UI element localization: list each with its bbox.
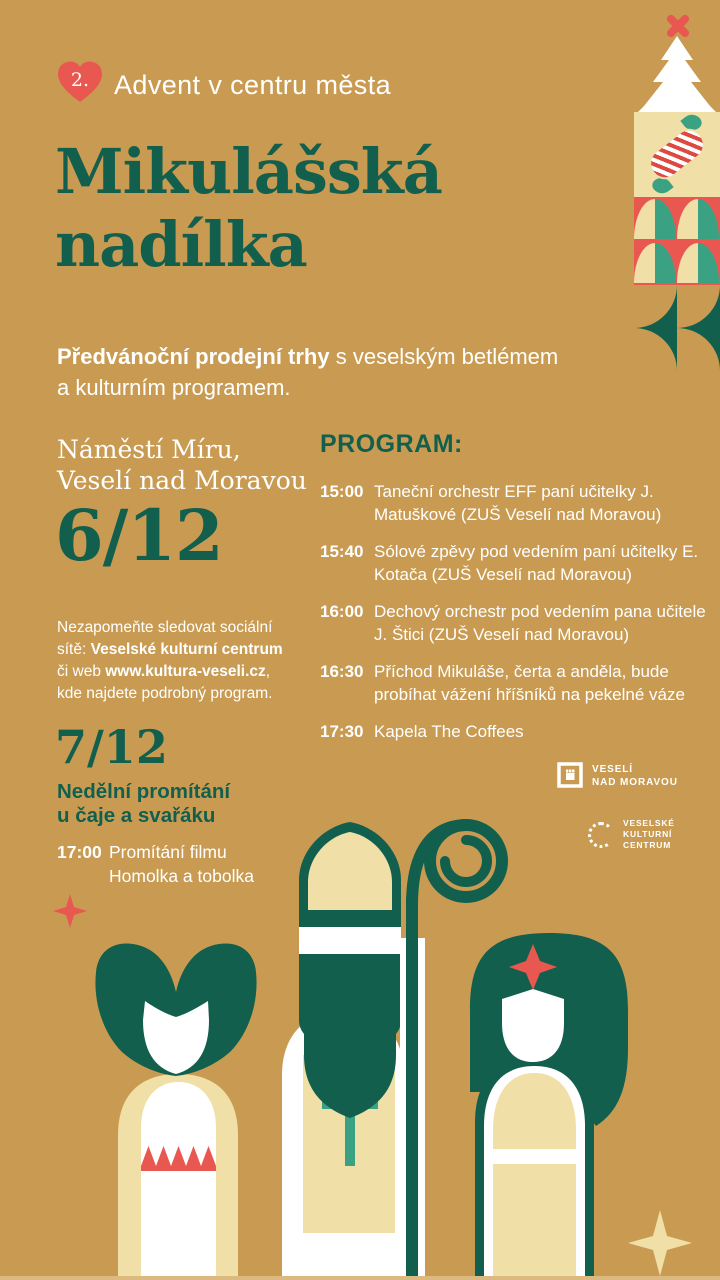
note-line-2-bold: Veselské kulturní centrum: [90, 641, 283, 658]
program-item: [320, 541, 712, 587]
program-item: [320, 601, 712, 647]
program-text: Dechový orchestr pod vedením pana učitele J. Štici (ZUŠ Veselí nad Moravou): [374, 601, 706, 644]
program-item: [320, 661, 712, 707]
leaf-cell: [634, 197, 677, 241]
quarter-cell: [677, 328, 720, 371]
vkc-line-1: VESELSKÉ: [623, 818, 675, 828]
sunday-subtitle-line-1: Nedělní promítání: [57, 780, 231, 803]
christmas-tree-icon: [638, 36, 716, 112]
sunday-text-line-2: Homolka a tobolka: [109, 865, 254, 886]
angel-face: [502, 989, 564, 1062]
website-url: www.kultura-veseli.cz: [105, 663, 266, 680]
advent-week-badge: [57, 61, 103, 103]
subtitle-rest-1: s veselským betlémem: [329, 344, 559, 369]
program-text: Taneční orchestr EFF paní učitelky J. Matuškové (ZUŠ Veselí nad Moravou): [374, 482, 662, 524]
event-date: 6/12: [55, 494, 223, 577]
angel-band: [493, 1149, 576, 1164]
note-line-4: kde najdete podrobný program.: [57, 685, 273, 702]
decor-column: [634, 0, 720, 372]
program-section: [320, 430, 712, 757]
venue-line-1: Náměstí Míru,: [57, 435, 241, 464]
program-heading: PROGRAM:: [320, 430, 463, 458]
quarter-circle-tile: [634, 285, 720, 371]
red-sparkle-icon: [53, 894, 87, 928]
title-line-1: Mikulášská: [55, 135, 442, 208]
note-line-1: Nezapomeňte sledovat sociální: [57, 619, 273, 636]
quarter-cell: [677, 285, 720, 328]
page-title: [55, 136, 442, 281]
city-logo: [557, 762, 678, 789]
sunday-subtitle-line-2: u čaje a svařáku: [57, 803, 216, 827]
sunday-date: 7/12: [55, 720, 168, 774]
badge-number: 2.: [70, 69, 90, 91]
figures-illustration: [0, 800, 720, 1280]
sunday-text-line-1: Promítání filmu: [109, 842, 227, 862]
program-time: 17:30: [320, 721, 364, 741]
venue-line-2: Veselí nad Moravou: [57, 465, 307, 495]
note-line-3-post: ,: [265, 663, 271, 680]
subtitle-bold: Předvánoční prodejní trhy: [57, 344, 330, 369]
program-time: 16:00: [320, 601, 364, 621]
vkc-line-3: CENTRUM: [623, 840, 672, 850]
program-time: 16:30: [320, 661, 364, 681]
subtitle-rest-2: a kulturním programem.: [57, 375, 291, 401]
program-time: 15:40: [320, 541, 364, 561]
city-logo-line-2: NAD MORAVOU: [592, 777, 678, 788]
subtitle: [57, 341, 597, 403]
city-logo-text: [592, 762, 678, 789]
program-text: Příchod Mikuláše, čerta a anděla, bude probíhat vážení hříšníků na pekelné váze: [374, 661, 685, 704]
mikulas-figure: [282, 822, 502, 1280]
sunday-time: 17:00: [57, 842, 102, 862]
city-logo-line-1: VESELÍ: [592, 764, 633, 775]
bottom-edge-strip: [0, 1276, 720, 1280]
leaf-cell: [677, 197, 720, 241]
city-crest-icon: [557, 762, 583, 788]
leaf-cell: [677, 241, 720, 285]
leaf-cell: [634, 241, 677, 285]
angel-figure: [470, 933, 628, 1280]
note-line-3-pre: či web: [57, 663, 106, 680]
cream-sparkle-icon: [628, 1210, 692, 1276]
program-time: 15:00: [320, 482, 364, 501]
quarter-cell: [634, 328, 677, 371]
candy-icon: [643, 122, 712, 185]
title-line-2: nadílka: [55, 207, 307, 281]
vkc-line-2: KULTURNÍ: [623, 829, 673, 839]
quarter-cell: [634, 285, 677, 328]
event-series-label: Advent v centru města: [114, 70, 392, 100]
devil-figure: [95, 944, 256, 1280]
program-text: Sólové zpěvy pod vedením paní učitelky E. Kotača (ZUŠ Veselí nad Moravou): [374, 541, 699, 584]
program-item: [320, 481, 712, 527]
staff-rod: [406, 897, 418, 1280]
program-text: Kapela The Coffees: [374, 721, 524, 741]
angel-body: [493, 1073, 576, 1280]
leaf-tile: [634, 197, 720, 285]
note-line-2-pre: sítě:: [57, 641, 91, 658]
candy-tile: [634, 112, 720, 197]
social-note: [57, 617, 307, 705]
venue: [57, 435, 307, 496]
program-item: [320, 721, 712, 744]
